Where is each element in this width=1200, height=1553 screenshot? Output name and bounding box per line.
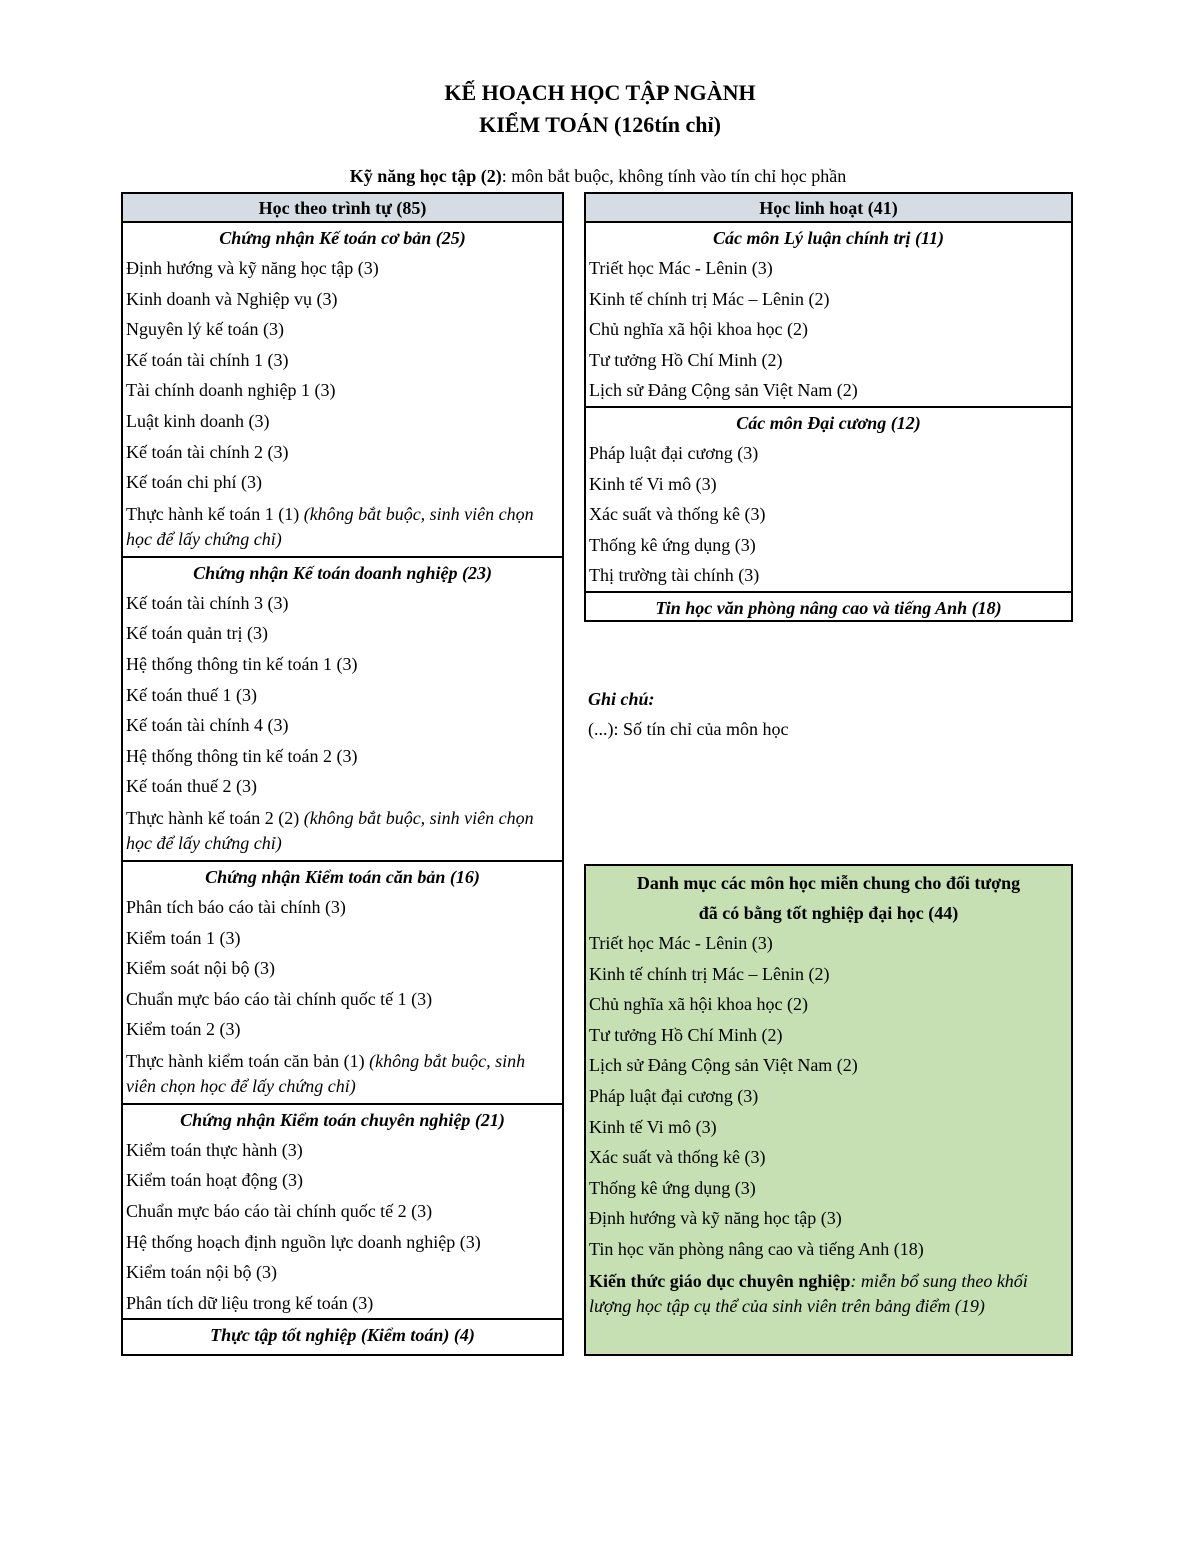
course-item: Kế toán tài chính 2 (3) <box>126 441 289 462</box>
course-item: Phân tích dữ liệu trong kế toán (3) <box>126 1292 374 1313</box>
course-item: Kinh tế Vi mô (3) <box>589 473 717 494</box>
professional-knowledge-note <box>586 1265 1071 1319</box>
it-english-section <box>586 593 1071 623</box>
general-education-section <box>586 408 1071 593</box>
section-title: Các môn Lý luận chính trị (11) <box>712 228 945 248</box>
exempt-course-item: Tin học văn phòng nâng cao và tiếng Anh (18) <box>589 1238 924 1259</box>
course-item: Hệ thống thông tin kế toán 1 (3) <box>126 653 358 674</box>
practice-course: Thực hành kiểm toán căn bản (1) <box>126 1050 370 1071</box>
practice-note: (không bắt buộc, sinh viên chọn học để lấy chứng chỉ) <box>126 807 534 853</box>
section-title: Chứng nhận Kiểm toán căn bản (16) <box>205 866 480 887</box>
exempt-course-item: Định hướng và kỹ năng học tập (3) <box>589 1208 842 1229</box>
document-title-line1: KẾ HOẠCH HỌC TẬP NGÀNH <box>444 80 756 105</box>
study-skills-note <box>0 166 1196 187</box>
practice-note: (không bắt buộc, sinh viên chọn học để lấy chứng chỉ) <box>126 1050 526 1096</box>
course-item: Định hướng và kỹ năng học tập (3) <box>126 258 379 278</box>
course-item: Chủ nghĩa xã hội khoa học (2) <box>589 319 808 340</box>
internship-title: Thực tập tốt nghiệp (Kiểm toán) (4) <box>210 1325 475 1346</box>
optional-practice-item <box>123 802 562 860</box>
course-item: Hệ thống thông tin kế toán 2 (3) <box>126 745 358 766</box>
course-item: Chuẩn mực báo cáo tài chính quốc tế 2 (3) <box>126 1201 433 1222</box>
exempt-course-item: Triết học Mác - Lênin (3) <box>589 933 773 953</box>
exempt-title-line2: đã có bằng tốt nghiệp đại học (44) <box>698 903 959 923</box>
political-theory-section <box>586 223 1071 408</box>
corporate-accounting-certificate-section <box>123 558 562 862</box>
flexible-study-table <box>584 192 1073 622</box>
course-item: Tư tưởng Hồ Chí Minh (2) <box>589 349 783 370</box>
course-item: Lịch sử Đảng Cộng sản Việt Nam (2) <box>589 380 858 401</box>
course-item: Pháp luật đại cương (3) <box>589 442 759 463</box>
internship-section <box>123 1320 562 1350</box>
sequential-study-table <box>121 192 564 1356</box>
practice-course: Thực hành kế toán 2 (2) <box>126 807 304 828</box>
basic-auditing-certificate-section <box>123 862 562 1105</box>
course-item: Kế toán tài chính 3 (3) <box>126 592 289 613</box>
exempt-course-item: Kinh tế Vi mô (3) <box>589 1116 717 1137</box>
course-item: Kế toán thuế 1 (3) <box>126 684 257 705</box>
professional-knowledge-description: : miễn bổ sung theo khối lượng học tập cụ thể của sinh viên trên bảng điểm (19) <box>589 1270 1028 1316</box>
course-item: Thống kê ứng dụng (3) <box>589 534 756 555</box>
exempt-course-item: Xác suất và thống kê (3) <box>589 1147 766 1168</box>
course-item: Nguyên lý kế toán (3) <box>126 319 284 340</box>
course-item: Kế toán quản trị (3) <box>126 623 268 644</box>
course-item: Tài chính doanh nghiệp 1 (3) <box>126 380 336 401</box>
exempt-course-item: Chủ nghĩa xã hội khoa học (2) <box>589 994 808 1015</box>
basic-accounting-certificate-section <box>123 223 562 558</box>
exempt-course-item: Pháp luật đại cương (3) <box>589 1085 759 1106</box>
optional-practice-item <box>123 1045 562 1103</box>
course-item: Thị trường tài chính (3) <box>589 565 760 586</box>
document-title-line2: KIỂM TOÁN (126tín chỉ) <box>479 112 721 137</box>
practice-note: (không bắt buộc, sinh viên chọn học để lấy chứng chỉ) <box>126 503 534 549</box>
course-item: Kiểm soát nội bộ (3) <box>126 958 275 979</box>
sequential-study-header: Học theo trình tự (85) <box>123 194 562 223</box>
section-title: Chứng nhận Kế toán doanh nghiệp (23) <box>193 562 492 583</box>
section-title: Các môn Đại cương (12) <box>736 412 921 433</box>
course-item: Chuẩn mực báo cáo tài chính quốc tế 1 (3) <box>126 988 433 1009</box>
study-skills-label: Kỹ năng học tập (2) <box>349 166 502 186</box>
notes-line: (...): Số tín chỉ của môn học <box>588 719 789 739</box>
course-item: Kinh doanh và Nghiệp vụ (3) <box>126 288 338 309</box>
exempt-course-item: Lịch sử Đảng Cộng sản Việt Nam (2) <box>589 1055 858 1076</box>
course-item: Kiểm toán thực hành (3) <box>126 1139 303 1160</box>
optional-practice-item <box>123 498 562 556</box>
course-item: Phân tích báo cáo tài chính (3) <box>126 896 346 917</box>
notes-block <box>588 684 788 744</box>
professional-knowledge-label: Kiến thức giáo dục chuyên nghiệp <box>589 1270 851 1291</box>
course-item: Kiểm toán hoạt động (3) <box>126 1170 303 1191</box>
course-item: Triết học Mác - Lênin (3) <box>589 258 773 278</box>
course-item: Kiểm toán 2 (3) <box>126 1019 241 1040</box>
section-title: Chứng nhận Kiểm toán chuyên nghiệp (21) <box>180 1109 505 1130</box>
notes-heading: Ghi chú: <box>588 689 655 709</box>
course-item: Xác suất và thống kê (3) <box>589 504 766 525</box>
course-item: Kinh tế chính trị Mác – Lênin (2) <box>589 288 830 309</box>
course-item: Kế toán tài chính 4 (3) <box>126 715 289 736</box>
exempt-course-item: Tư tưởng Hồ Chí Minh (2) <box>589 1024 783 1045</box>
section-title: Chứng nhận Kế toán cơ bản (25) <box>219 228 466 248</box>
exempt-courses-box <box>584 864 1073 1356</box>
exempt-title-line1: Danh mục các môn học miễn chung cho đối tượng <box>636 873 1021 893</box>
course-item: Kế toán tài chính 1 (3) <box>126 349 289 370</box>
course-item: Hệ thống hoạch định nguồn lực doanh nghiệp (3) <box>126 1231 481 1252</box>
course-item: Kế toán thuế 2 (3) <box>126 776 257 797</box>
practice-course: Thực hành kế toán 1 (1) <box>126 503 304 524</box>
it-english-title: Tin học văn phòng nâng cao và tiếng Anh (18) <box>655 597 1002 618</box>
professional-auditing-certificate-section <box>123 1105 562 1321</box>
course-item: Kiểm toán nội bộ (3) <box>126 1262 277 1283</box>
study-skills-description: : môn bắt buộc, không tính vào tín chỉ học phần <box>501 166 847 186</box>
flexible-study-header: Học linh hoạt (41) <box>586 194 1071 223</box>
course-item: Kế toán chi phí (3) <box>126 472 262 493</box>
course-item: Luật kinh doanh (3) <box>126 410 270 431</box>
exempt-courses-title <box>586 866 1071 928</box>
course-item: Kiểm toán 1 (3) <box>126 927 241 948</box>
exempt-course-item: Kinh tế chính trị Mác – Lênin (2) <box>589 963 830 984</box>
exempt-course-item: Thống kê ứng dụng (3) <box>589 1177 756 1198</box>
